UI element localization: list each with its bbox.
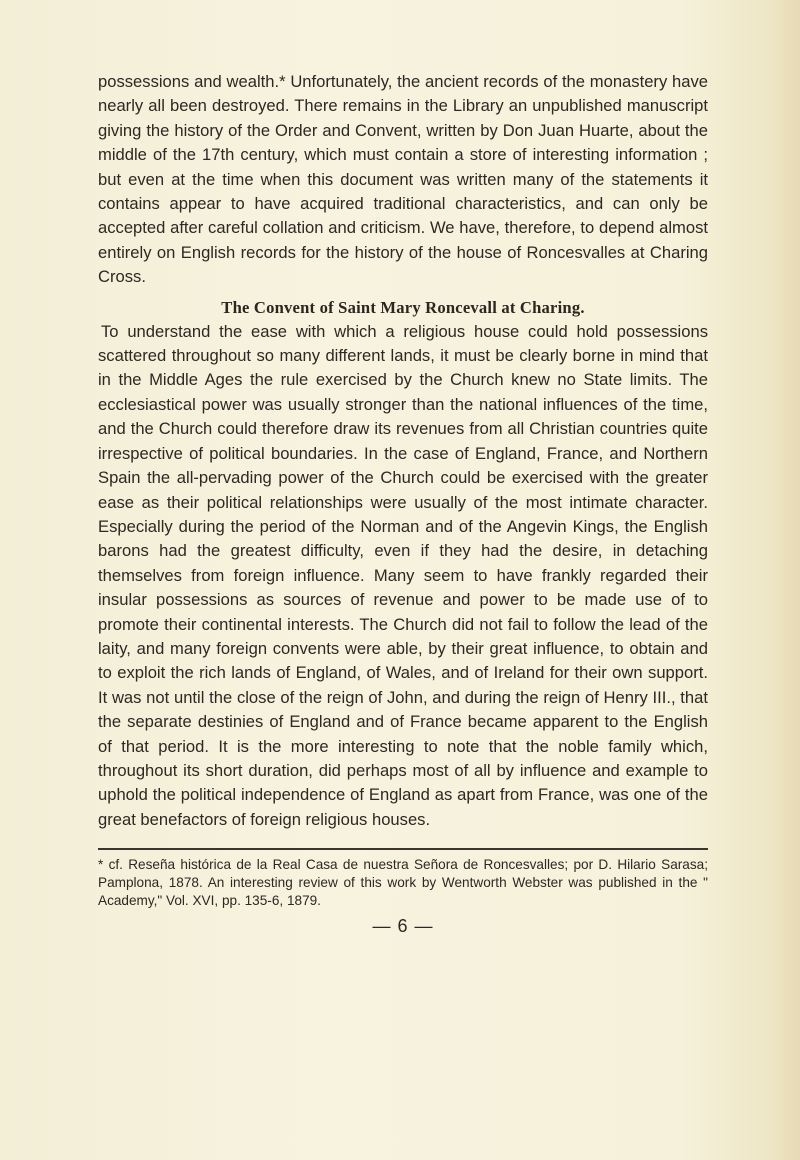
page-number: — 6 — — [372, 916, 434, 937]
body-paragraph-1: possessions and wealth.* Unfortunately, the ancient records of the monastery have nearly all been destroyed. There remains in the Library an unpublished manuscript giving the history of the Order and Convent, written by Don Juan Huarte, about the middle of the 17th century, which must contain a store of interesting information ; but even at the time when this document was written many of the statements it contains appear to have acquired traditional characteristics, and can only be accepted after careful collation and criticism. We have, therefore, to depend almost entirely on English records for the history of the house of Roncesvalles at Charing Cross. — [98, 72, 708, 287]
body-paragraph-2: To understand the ease with which a religious house could hold possessions scattered throughout so many different lands, it must be clearly borne in mind that in the Middle Ages the rule exercised by the Church knew no State limits. The ecclesiastical power was usually stronger than the national influences of the time, and the Church could therefore draw its revenues from all Christian countries quite irrespective of political boundaries. In the case of England, France, and Northern Spain the all-pervading power of the Church could be exercised with the greater ease as their political relationships were usually of the most intimate character. Especially during the period of the Norman and of the Angevin Kings, the English barons had the greatest difficulty, even if they had the desire, in detaching themselves from foreign influence. Many seem to have frankly regarded their insular possessions as sources of revenue and power to be made use of to promote their continental interests. The Church did not fail to follow the lead of the laity, and many foreign convents were able, by their great influence, to obtain and to exploit the rich lands of England, of Wales, and of Ireland for their own support. It was not until the close of the reign of John, and during the reign of Henry III., that the separate destinies of England and of France became apparent to the English of that period. It is the more interesting to note that the noble family which, throughout its short duration, did perhaps most of all by influence and example to uphold the political independence of England as apart from France, was one of the great benefactors of foreign religious houses. — [98, 321, 708, 829]
footnote: * cf. Reseña histórica de la Real Casa de nuestra Señora de Roncesvalles; por D. Hilario Sarasa; Pamplona, 1878. An interesting review of this work by Wentworth Webster was published in the " Academy," Vol. XVI, pp. 135-6, 1879. — [98, 857, 708, 909]
page-content — [98, 70, 708, 937]
section-heading: The Convent of Saint Mary Roncevall at Charing. — [221, 297, 585, 317]
footnote-divider — [98, 848, 708, 850]
